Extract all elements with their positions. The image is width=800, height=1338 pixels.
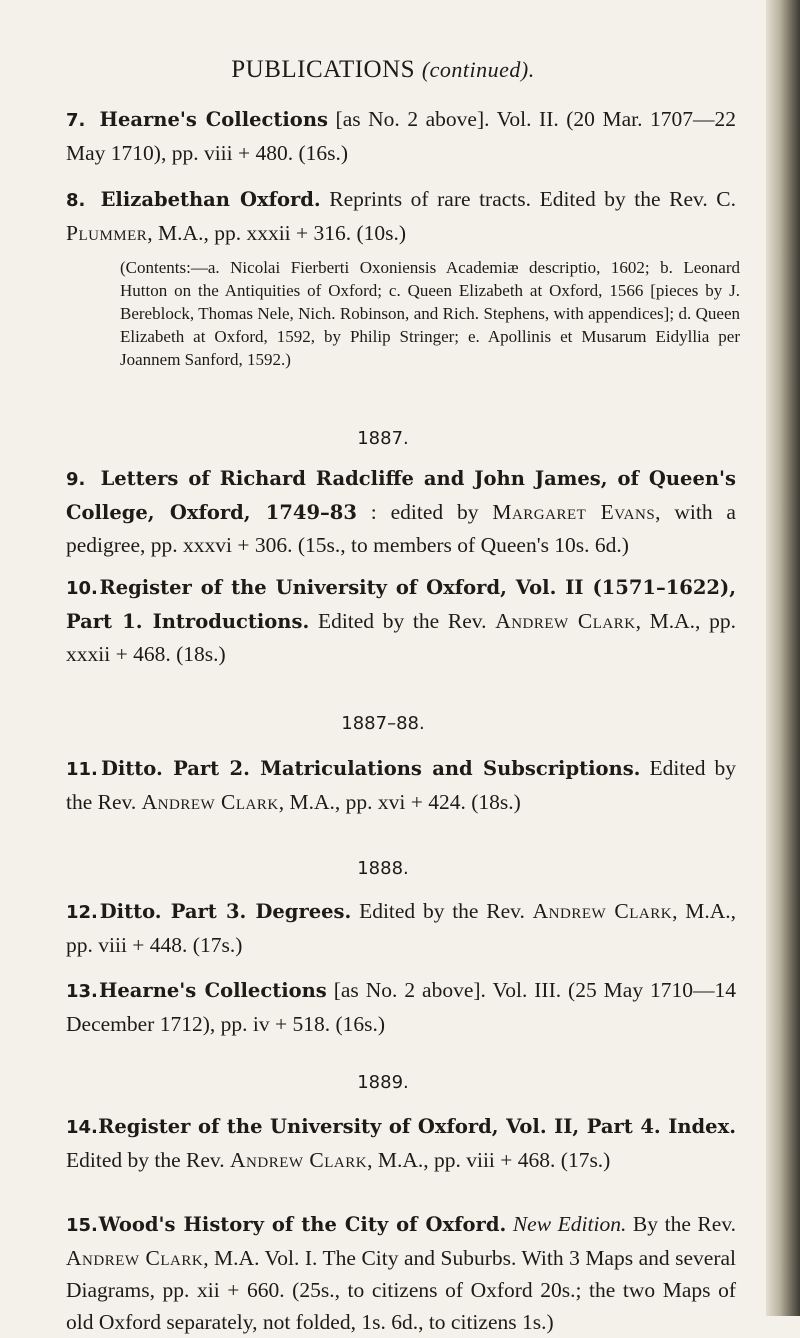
entry-number: 14.: [66, 1117, 98, 1138]
page-edge-shadow: [766, 0, 800, 1316]
entry-title: Register of the University of Oxford, Vol. II, Part 4. Index.: [98, 1115, 736, 1138]
entry-details-end: , M.A., pp. viii + 448. (17s.): [66, 899, 736, 957]
entry-details-end: , with a pedigree, pp. xxxvi + 306. (15s., to members of Queen's 10s. 6d.): [66, 500, 736, 557]
entry-12: [66, 895, 736, 961]
entry-7: [66, 103, 736, 169]
entry-8: [66, 183, 736, 249]
entry-author: Andrew Clark: [141, 790, 279, 814]
entry-number: 8.: [66, 190, 86, 211]
year-heading-1889: 1889.: [357, 1072, 409, 1093]
entry-details-end: , M.A., pp. xvi + 424. (18s.): [278, 790, 521, 814]
running-head-title: PUBLICATIONS: [231, 56, 416, 83]
entry-11: [66, 752, 736, 818]
entry-9: [66, 462, 736, 561]
entry-number: 13.: [66, 981, 98, 1002]
entry-details: Edited by the Rev.: [66, 756, 737, 814]
entry-title: Letters of Richard Radcliffe and John James, of Queen's College, Oxford, 1749–83: [66, 467, 736, 524]
entry-number: 11.: [66, 759, 98, 780]
entry-title: Hearne's Collections: [99, 108, 328, 131]
entry-details: By the Rev.: [632, 1212, 737, 1236]
entry-author: Andrew Clark: [230, 1148, 368, 1172]
entry-details-end: , M.A. Vol. I. The City and Suburbs. With 3 Maps and several Diagrams, pp. xii + 660. (25s., to citizens of Oxford 20s.; the two Maps of old Oxford separately, not folded, 1s. 6d., to citizens 1s.): [66, 1246, 736, 1334]
entry-number: 10.: [66, 578, 98, 599]
entry-title: Ditto. Part 3. Degrees.: [99, 900, 352, 923]
entry-details: : edited by: [370, 500, 479, 524]
entry-edition: New Edition.: [512, 1212, 627, 1236]
entry-details-end: , M.A., pp. xxxii + 468. (18s.): [66, 609, 736, 666]
entry-title: Register of the University of Oxford, Vol. II (1571–1622), Part 1. Introductions.: [66, 576, 736, 633]
running-head-continued: (continued).: [421, 57, 535, 82]
entry-details: Edited by the Rev.: [359, 899, 525, 923]
entry-13: [66, 974, 736, 1040]
running-head: [0, 56, 766, 84]
year-heading-1887: 1887.: [357, 428, 409, 449]
entry-details: [as No. 2 above]. Vol. II. (20 Mar. 1707—22 May 1710), pp. viii + 480. (16s.): [66, 107, 737, 165]
entry-details: Edited by the Rev.: [317, 609, 487, 633]
entry-number: 9.: [66, 469, 86, 490]
entry-number: 12.: [66, 902, 98, 923]
contents-note: (Contents:—a. Nicolai Fierberti Oxoniensis Academiæ descriptio, 1602; b. Leonard Hutton on the Antiquities of Oxford; c. Queen Elizabeth at Oxford, 1566 [pieces by J. Bereblock, Thomas Nele, Nich. Robinson, and Rich. Stephens, with appendices]; d. Queen Elizabeth at Oxford, 1592, by Philip Stringer; e. Apollinis et Musarum Eidyllia per Joannem Sanford, 1592.): [120, 258, 740, 369]
entry-title: Ditto. Part 2. Matriculations and Subscriptions.: [100, 757, 641, 780]
entry-details: [as No. 2 above]. Vol. III. (25 May 1710—14 December 1712), pp. iv + 518. (16s.): [66, 978, 737, 1036]
entry-number: 15.: [66, 1215, 98, 1236]
entry-details: Reprints of rare tracts. Edited by the Rev. C.: [329, 187, 737, 211]
entry-title: Elizabethan Oxford.: [100, 188, 321, 211]
entry-details-end: , M.A., pp. xxxii + 316. (10s.): [147, 221, 407, 245]
entry-14: [66, 1110, 736, 1176]
entry-details-end: , M.A., pp. viii + 468. (17s.): [367, 1148, 611, 1172]
year-heading-1887-88: 1887–88.: [341, 713, 425, 734]
entry-author: Margaret Evans: [492, 500, 656, 524]
entry-details: Edited by the Rev.: [66, 1148, 225, 1172]
entry-author: Plummer: [66, 221, 148, 245]
entry-number: 7.: [66, 110, 86, 131]
entry-author: Andrew Clark: [66, 1246, 204, 1270]
entry-title: Wood's History of the City of Oxford.: [98, 1213, 507, 1236]
entry-author: Andrew Clark: [495, 609, 636, 633]
entry-title: Hearne's Collections: [98, 979, 327, 1002]
entry-10: [66, 571, 736, 670]
entry-15: [66, 1208, 736, 1338]
entry-author: Andrew Clark: [532, 899, 673, 923]
year-heading-1888: 1888.: [357, 858, 409, 879]
